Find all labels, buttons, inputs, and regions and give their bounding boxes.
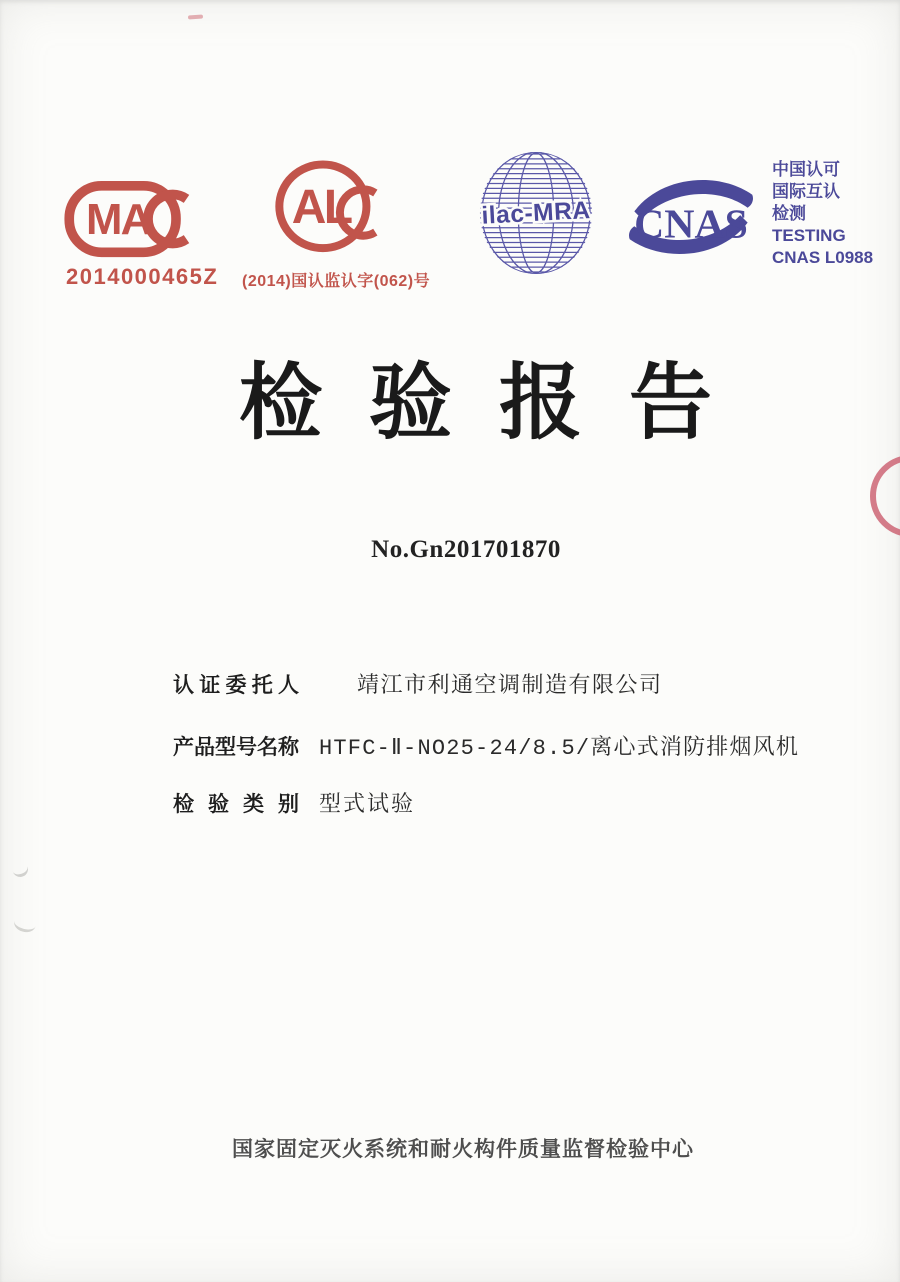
field-value-inspection-type: 型式试验 xyxy=(319,791,416,816)
report-number: No.Gn201701870 xyxy=(371,536,561,563)
issuing-organization: 国家固定灭火系统和耐火构件质量监督检验中心 xyxy=(232,1138,694,1161)
ilac-mra-label: ilac-MRA xyxy=(480,197,592,230)
cal-certificate-number: (2014)国认监认字(062)号 xyxy=(242,273,431,290)
scan-smudge xyxy=(10,858,31,879)
accreditation-line: TESTING xyxy=(772,226,846,245)
field-value-product-model: HTFC-Ⅱ-NO25-24/8.5/离心式消防排烟风机 xyxy=(319,736,800,761)
field-row-inspection-type xyxy=(173,787,415,818)
field-label-applicant: 认证委托人 xyxy=(173,674,299,697)
scan-smudge xyxy=(12,913,37,935)
report-title: 检验报告 xyxy=(239,356,759,449)
ilac-mra-logo xyxy=(477,149,595,277)
field-value-applicant: 靖江市利通空调制造有限公司 xyxy=(357,672,663,697)
accreditation-line: CNAS L0988 xyxy=(772,248,874,267)
field-label-product-model: 产品型号名称 xyxy=(173,736,299,759)
field-label-inspection-type: 检验类别 xyxy=(173,793,299,816)
partial-stamp-mark xyxy=(870,455,900,537)
accreditation-line: 中国认可 xyxy=(772,160,840,179)
accreditation-line: 国际互认 xyxy=(772,182,840,201)
field-row-product-model xyxy=(173,730,799,761)
cma-certificate-number: 2014000465Z xyxy=(66,264,219,289)
scan-speck xyxy=(188,14,203,19)
cnas-letters: CNAS xyxy=(634,201,748,248)
cnas-logo xyxy=(619,165,763,269)
cal-letters: AL xyxy=(291,181,351,235)
cal-logo xyxy=(274,156,394,262)
cma-letters: MA xyxy=(85,194,151,244)
cma-logo xyxy=(64,176,204,262)
cnas-accreditation-text xyxy=(772,159,897,269)
field-row-applicant xyxy=(173,668,663,699)
accreditation-line: 检测 xyxy=(772,204,806,223)
